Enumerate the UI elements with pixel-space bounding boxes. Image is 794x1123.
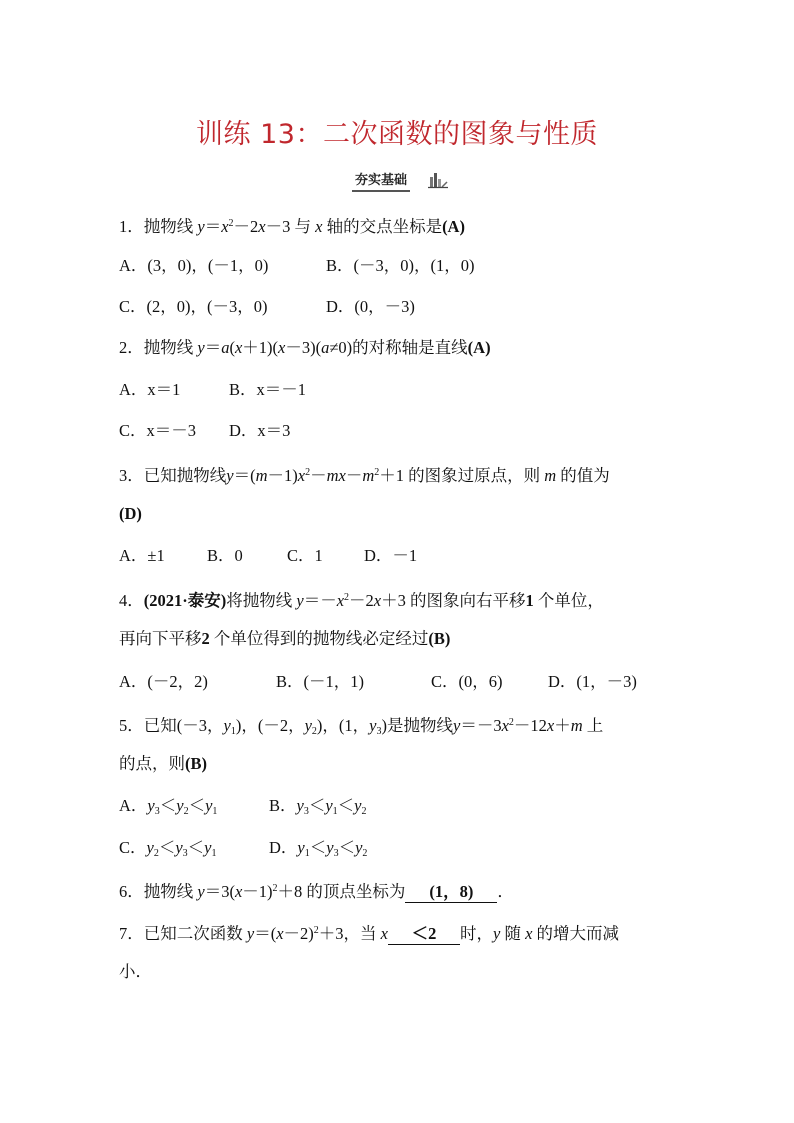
section-header [352, 169, 410, 191]
option-c: C．(0，6) [431, 672, 503, 691]
option-c: C．x＝－3 [119, 421, 197, 440]
option-a: A．(3，0)，(－1，0) [119, 256, 269, 275]
option-a: A．(－2，2) [119, 672, 208, 691]
answer-line [119, 504, 142, 524]
question-number: 7． [119, 924, 144, 943]
option-a: A．$y_3<y_2<y_1$ [119, 796, 218, 817]
question-source: (2021·泰安) [143, 591, 227, 610]
option-d: D．－1 [364, 546, 418, 565]
question-5: 5．已知(－3，$y_1$)，(－2，$y_2$)，(1，$y_3$)是抛物线$y=-3x^2-12x+m$ 上 [119, 716, 604, 737]
question-5-line-2: 的点，则(B) [119, 754, 207, 773]
option-d: D．(0，－3) [326, 297, 415, 316]
question-number: 3． [119, 466, 144, 485]
options-row [119, 796, 367, 822]
option-d: D．$y_1<y_3<y_2$ [269, 838, 368, 859]
option-c: C．(2，0)，(－3，0) [119, 297, 268, 316]
options-row [119, 672, 637, 692]
option-c: C．1 [287, 546, 323, 565]
option-c: C．$y_2<y_3<y_1$ [119, 838, 217, 859]
options-row [119, 838, 367, 864]
question-1: 1．抛物线 $y=x^2-2x-3$ 与 x 轴的交点坐标是(A) [119, 217, 465, 236]
option-a: A．±1 [119, 546, 165, 565]
option-d: D．(1，－3) [548, 672, 637, 691]
answer-blank: (1，8) [405, 882, 497, 903]
question-number: 2． [119, 338, 144, 357]
answer: (D) [119, 504, 142, 523]
answer: (B) [185, 754, 207, 773]
option-b: B．(－1，1) [276, 672, 364, 691]
option-a: A．x＝1 [119, 380, 181, 399]
option-d: D．x＝3 [229, 421, 291, 440]
answer-blank: ＜2 [388, 924, 460, 945]
options-row [119, 380, 306, 400]
section-label: 夯实基础 [352, 169, 410, 192]
option-b: B．$y_3<y_1<y_2$ [269, 796, 367, 817]
building-chart-icon [428, 171, 448, 189]
option-b: B．(－3，0)，(1，0) [326, 256, 475, 275]
question-number: 1． [119, 217, 144, 236]
question-2: 2．抛物线 y＝a(x＋1)(x－3)(a≠0)的对称轴是直线(A) [119, 338, 491, 357]
option-b: B．x＝－1 [229, 380, 307, 399]
question-3: 3．已知抛物线$y=(m-1)x^2-mx-m^2+1$ 的图象过原点，则 m 的值为 [119, 466, 610, 485]
answer: (B) [428, 629, 451, 648]
options-row [119, 297, 415, 317]
question-4: 4．(2021·泰安)将抛物线 $y=-x^2-2x+3$ 的图象向右平移1 个单位， [119, 591, 604, 610]
question-number: 5． [119, 716, 144, 735]
question-6: 6．抛物线 $y=3(x-1)^2+8$ 的顶点坐标为 (1，8) ． [119, 882, 514, 901]
page-title: 训练 13：二次函数的图象与性质 [196, 119, 598, 150]
question-number: 6． [119, 882, 144, 901]
question-number: 4． [119, 591, 144, 610]
options-row [119, 546, 417, 566]
answer: (A) [467, 338, 491, 357]
question-7-line-2: 小． [119, 962, 152, 981]
question-4-line-2: 再向下平移2 个单位得到的抛物线必定经过(B) [119, 629, 451, 648]
options-row [119, 256, 474, 276]
options-row [119, 421, 290, 441]
option-b: B．0 [207, 546, 243, 565]
answer: (A) [442, 217, 465, 236]
question-7: 7．已知二次函数 $y=(x-2)^2+3$，当 x ＜2 时，y 随 x 的增大而减 [119, 924, 620, 943]
